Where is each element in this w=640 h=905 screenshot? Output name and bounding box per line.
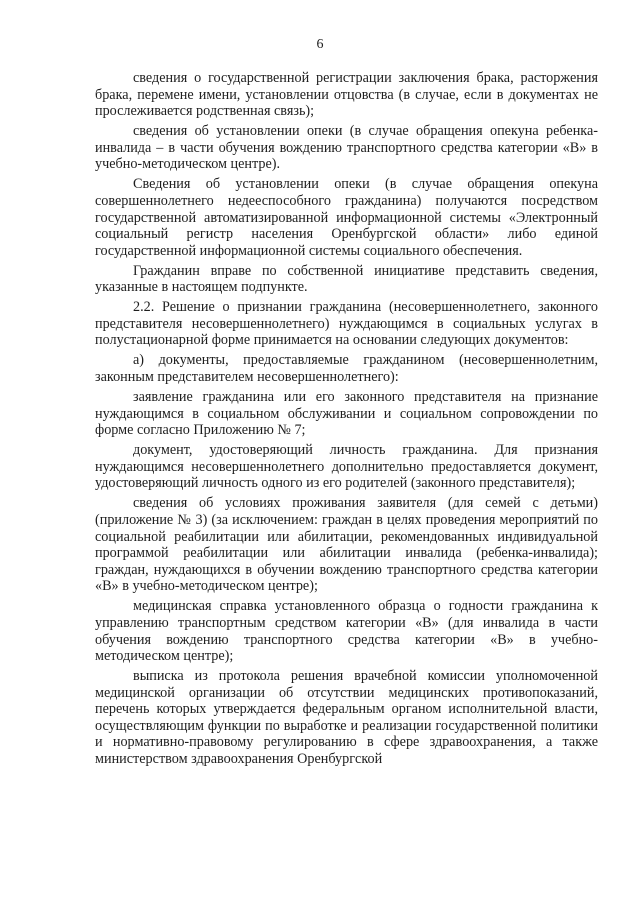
paragraph-guardianship-adult: Сведения об установлении опеки (в случае обращения опекуна совершеннолетнего недееспособного гражданина) получаются посредством государственной автоматизированной информационной системы «Электронный социальный регистр населения Оренбургской области» либо единой государственной информационной системы социального обеспечения.: [95, 176, 598, 259]
paragraph-guardianship-child: сведения об установлении опеки (в случае обращения опекуна ребенка-инвалида – в части обучения вождению транспортного средства категории «В» в учебно-методическом центре).: [95, 123, 598, 173]
paragraph-section-2-2: 2.2. Решение о признании гражданина (несовершеннолетнего, законного представителя несовершеннолетнего) нуждающимся в социальных услугах в полустационарной форме принимается на основании следующих документов:: [95, 299, 598, 349]
paragraph-commission-extract: выписка из протокола решения врачебной комиссии уполномоченной медицинской организации об отсутствии медицинских противопоказаний, перечень которых утверждается федеральным органом исполнительной власти, осуществляющим функции по выработке и реализации государственной политики и нормативно-правовому регулированию в сфере здравоохранения, а также министерством здравоохранения Оренбургской: [95, 668, 598, 768]
paragraph-application: заявление гражданина или его законного представителя на признание нуждающимся в социальном обслуживании и социальном сопровождении по форме согласно Приложению № 7;: [95, 389, 598, 439]
paragraph-identity-document: документ, удостоверяющий личность гражданина. Для признания нуждающимся несовершеннолетнего дополнительно предоставляется документ, удостоверяющий личность одного из его родителей (законного представителя);: [95, 442, 598, 492]
paragraph-marriage-info: сведения о государственной регистрации заключения брака, расторжения брака, перемене имени, установлении отцовства (в случае, если в документах не прослеживается родственная связь);: [95, 70, 598, 120]
paragraph-item-a: а) документы, предоставляемые гражданином (несовершеннолетним, законным представителем несовершеннолетнего):: [95, 352, 598, 386]
paragraph-living-conditions: сведения об условиях проживания заявителя (для семей с детьми) (приложение № 3) (за исключением: граждан в целях проведения мероприятий по социальной реабилитации или абилитации, рекомендованных индивидуальной программой реабилитации или абилитации инвалида (ребенка-инвалида); граждан, нуждающихся в обучении вождению транспортного средства категории «В» в учебно-методическом центре);: [95, 495, 598, 595]
document-body: [95, 70, 598, 771]
page-number: 6: [316, 37, 324, 52]
paragraph-own-initiative: Гражданин вправе по собственной инициативе представить сведения, указанные в настоящем подпункте.: [95, 262, 598, 296]
paragraph-medical-certificate: медицинская справка установленного образца о годности гражданина к управлению транспортным средством категории «В» (для инвалида в части обучения вождению транспортного средства категории «В» в учебно-методическом центре);: [95, 598, 598, 665]
